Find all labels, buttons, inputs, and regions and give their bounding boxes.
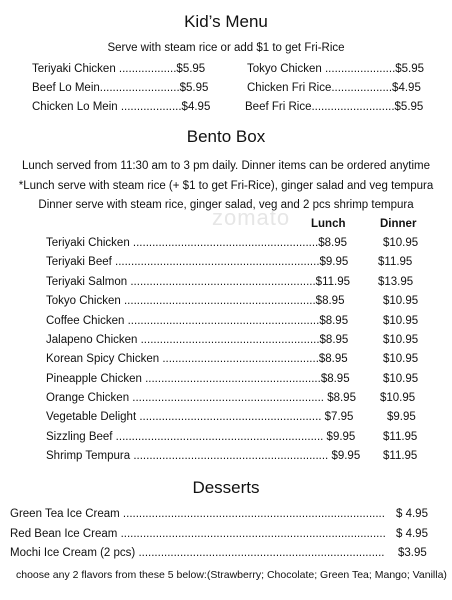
bento-item: Sizzling Beef ................................................................. $9.95: [46, 431, 356, 443]
bento-dinner-price: $10.95: [383, 237, 419, 249]
dessert-price: $ 4.95: [396, 508, 428, 520]
dessert-price: $ 4.95: [396, 528, 428, 540]
bento-dinner-price: $10.95: [383, 353, 419, 365]
bento-item: Coffee Chicken ............................................................$8.95: [46, 315, 349, 327]
bento-item: Korean Spicy Chicken .................................................$8.95: [46, 353, 348, 365]
bento-dinner-price: $11.95: [378, 256, 413, 268]
bento-item: Vegetable Delight ......................................................... $7.95: [46, 411, 354, 423]
bento-dinner-price: $9.95: [387, 411, 416, 423]
kids-item: Beef Lo Mein.........................$5.95: [32, 82, 209, 94]
bento-item: Teriyaki Beef ................................................................$9.95: [46, 256, 349, 268]
dessert-item: Green Tea Ice Cream ..................................................................................: [10, 508, 385, 520]
watermark: zomato: [212, 205, 291, 230]
dessert-flavors-note: choose any 2 flavors from these 5 below:(Strawberry; Chocolate; Green Tea; Mango; Vanilla): [16, 569, 447, 581]
bento-item: Tokyo Chicken ............................................................$8.95: [46, 295, 345, 307]
bento-item: Orange Chicken ............................................................ $8.95: [46, 392, 356, 404]
kids-menu-note: Serve with steam rice or add $1 to get Fri-Rice: [107, 42, 345, 54]
bento-box-title: Bento Box: [186, 127, 266, 146]
kids-item: Chicken Fri Rice...................$4.95: [247, 82, 421, 94]
bento-item: Shrimp Tempura ............................................................. $9.95: [46, 450, 361, 462]
bento-item: Jalapeno Chicken ........................................................$8.95: [46, 334, 349, 346]
bento-dinner-price: $13.95: [378, 276, 414, 288]
dessert-price: $3.95: [398, 547, 427, 559]
lunch-column-header: Lunch: [311, 218, 346, 230]
desserts-title: Desserts: [192, 478, 260, 497]
bento-note: Lunch served from 11:30 am to 3 pm daily. Dinner items can be ordered anytime: [21, 160, 431, 172]
bento-dinner-price: $10.95: [383, 373, 419, 385]
dessert-item: Red Bean Ice Cream ...................................................................................: [10, 528, 386, 540]
dinner-column-header: Dinner: [380, 218, 417, 230]
kids-item: Chicken Lo Mein ...................$4.95: [32, 101, 211, 113]
bento-dinner-price: $11.95: [383, 450, 418, 462]
bento-item: Teriyaki Salmon ..........................................................$11.95: [46, 276, 350, 288]
bento-dinner-price: $10.95: [383, 334, 419, 346]
kids-item: Beef Fri Rice..........................$5.95: [245, 101, 424, 113]
bento-note: *Lunch serve with steam rice (+ $1 to get Fri-Rice), ginger salad and veg tempura: [18, 180, 434, 192]
bento-dinner-price: $10.95: [383, 295, 419, 307]
kids-item: Teriyaki Chicken ..................$5.95: [32, 63, 206, 75]
kids-item: Tokyo Chicken ......................$5.95: [247, 63, 425, 75]
bento-dinner-price: $10.95: [383, 315, 419, 327]
dessert-item: Mochi Ice Cream (2 pcs) .............................................................................: [10, 547, 385, 559]
bento-dinner-price: $11.95: [383, 431, 418, 443]
kids-menu-title: Kid’s Menu: [184, 12, 268, 31]
bento-dinner-price: $10.95: [380, 392, 416, 404]
bento-item: Pineapple Chicken .......................................................$8.95: [46, 373, 350, 385]
bento-item: Teriyaki Chicken ..........................................................$8.95: [46, 237, 348, 249]
bento-note: Dinner serve with steam rice, ginger salad, veg and 2 pcs shrimp tempura: [38, 199, 414, 211]
